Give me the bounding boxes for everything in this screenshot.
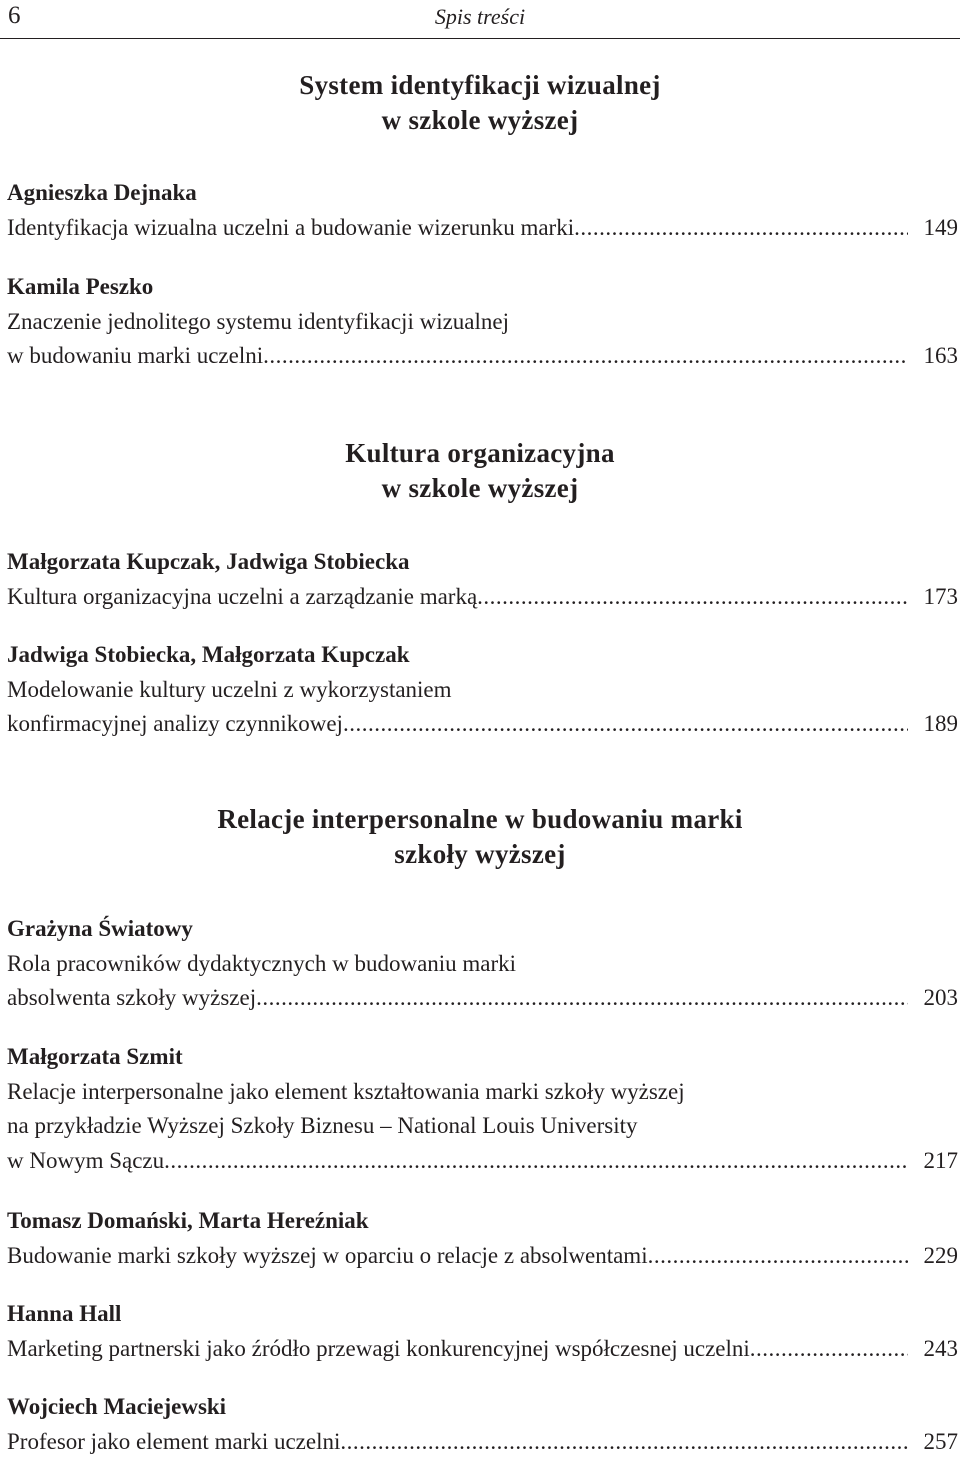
entry-page-number: 229: [923, 1242, 958, 1268]
dot-leader: [340, 1425, 908, 1460]
entry-last-line: [7, 1425, 958, 1460]
entry-author: Kamila Peszko: [7, 274, 154, 299]
entry-page-number: 257: [923, 1428, 958, 1454]
toc-entry[interactable]: [7, 1204, 958, 1273]
toc-entry[interactable]: [7, 270, 958, 374]
entry-author: Grażyna Światowy: [7, 916, 193, 941]
page-number: 6: [8, 2, 21, 29]
dot-leader: [477, 580, 908, 615]
toc-entry[interactable]: [7, 1297, 958, 1366]
section-title-line: szkoły wyższej: [394, 839, 566, 869]
toc-entry[interactable]: [7, 1040, 958, 1178]
section-title-line: System identyfikacji wizualnej: [299, 70, 661, 100]
page-header: [0, 0, 960, 39]
dot-leader: [343, 707, 908, 742]
entry-title: Identyfikacja wizualna uczelni a budowanie wizerunku marki: [7, 214, 575, 240]
entry-last-line: [7, 1332, 958, 1367]
dot-leader: [648, 1239, 908, 1274]
entry-last-line: [7, 339, 958, 374]
entry-last-line: [7, 707, 958, 742]
entry-title-line: na przykładzie Wyższej Szkoły Biznesu – National Louis University: [7, 1113, 638, 1138]
entry-page-number: 173: [923, 583, 958, 609]
entry-page-number: 217: [923, 1147, 958, 1173]
entry-title-line: Rola pracowników dydaktycznych w budowaniu marki: [7, 950, 517, 976]
toc-entry[interactable]: [7, 176, 958, 245]
entry-title: Marketing partnerski jako źródło przewagi konkurencyjnej współczesnej uczelni: [7, 1335, 750, 1361]
entry-author: Agnieszka Dejnaka: [7, 180, 197, 205]
entry-author: Małgorzata Kupczak, Jadwiga Stobiecka: [7, 549, 410, 574]
entry-last-line: [7, 1144, 958, 1179]
entry-page-number: 243: [923, 1335, 958, 1361]
dot-leader: [164, 1144, 908, 1179]
entry-last-line: [7, 580, 958, 615]
entry-title-line: Modelowanie kultury uczelni z wykorzystaniem: [7, 676, 452, 702]
entry-title: Budowanie marki szkoły wyższej w oparciu o relacje z absolwentami: [7, 1242, 648, 1268]
entry-author: Hanna Hall: [7, 1301, 122, 1326]
entry-author: Jadwiga Stobiecka, Małgorzata Kupczak: [7, 642, 410, 667]
section-title-line: Relacje interpersonalne w budowaniu marki: [217, 804, 743, 834]
toc-entry[interactable]: [7, 912, 958, 1016]
section-title: [0, 436, 960, 506]
section-title-line: w szkole wyższej: [381, 473, 579, 503]
entry-page-number: 203: [923, 985, 958, 1010]
entry-page-number: 163: [923, 343, 958, 368]
entry-title: w budowaniu marki uczelni: [7, 343, 264, 368]
dot-leader: [574, 211, 908, 246]
entry-last-line: [7, 211, 958, 246]
entry-title-line: Znaczenie jednolitego systemu identyfikacji wizualnej: [7, 308, 509, 334]
entry-last-line: [7, 981, 958, 1016]
entry-page-number: 149: [923, 214, 958, 240]
section-title: [0, 68, 960, 138]
entry-title: w Nowym Sączu: [7, 1147, 165, 1173]
entry-title: absolwenta szkoły wyższej: [7, 985, 257, 1010]
entry-title: Profesor jako element marki uczelni: [7, 1428, 341, 1454]
toc-entry[interactable]: [7, 638, 958, 742]
section-title-line: w szkole wyższej: [381, 105, 579, 135]
dot-leader: [256, 981, 908, 1016]
entry-last-line: [7, 1239, 958, 1274]
toc-entry[interactable]: [7, 1390, 958, 1459]
entry-title: Kultura organizacyjna uczelni a zarządzanie marką: [7, 583, 478, 609]
entry-title: konfirmacyjnej analizy czynnikowej: [7, 711, 343, 736]
section-title: [0, 802, 960, 872]
entry-author: Wojciech Maciejewski: [7, 1394, 227, 1419]
entry-author: Małgorzata Szmit: [7, 1044, 183, 1069]
entry-title-line: Relacje interpersonalne jako element kształtowania marki szkoły wyższej: [7, 1078, 685, 1104]
entry-author: Tomasz Domański, Marta Hereźniak: [7, 1208, 369, 1233]
running-title: Spis treści: [434, 4, 526, 29]
section-title-line: Kultura organizacyjna: [345, 438, 615, 468]
toc-entry[interactable]: [7, 545, 958, 614]
entry-page-number: 189: [923, 711, 958, 736]
dot-leader: [750, 1332, 908, 1367]
dot-leader: [263, 339, 908, 374]
